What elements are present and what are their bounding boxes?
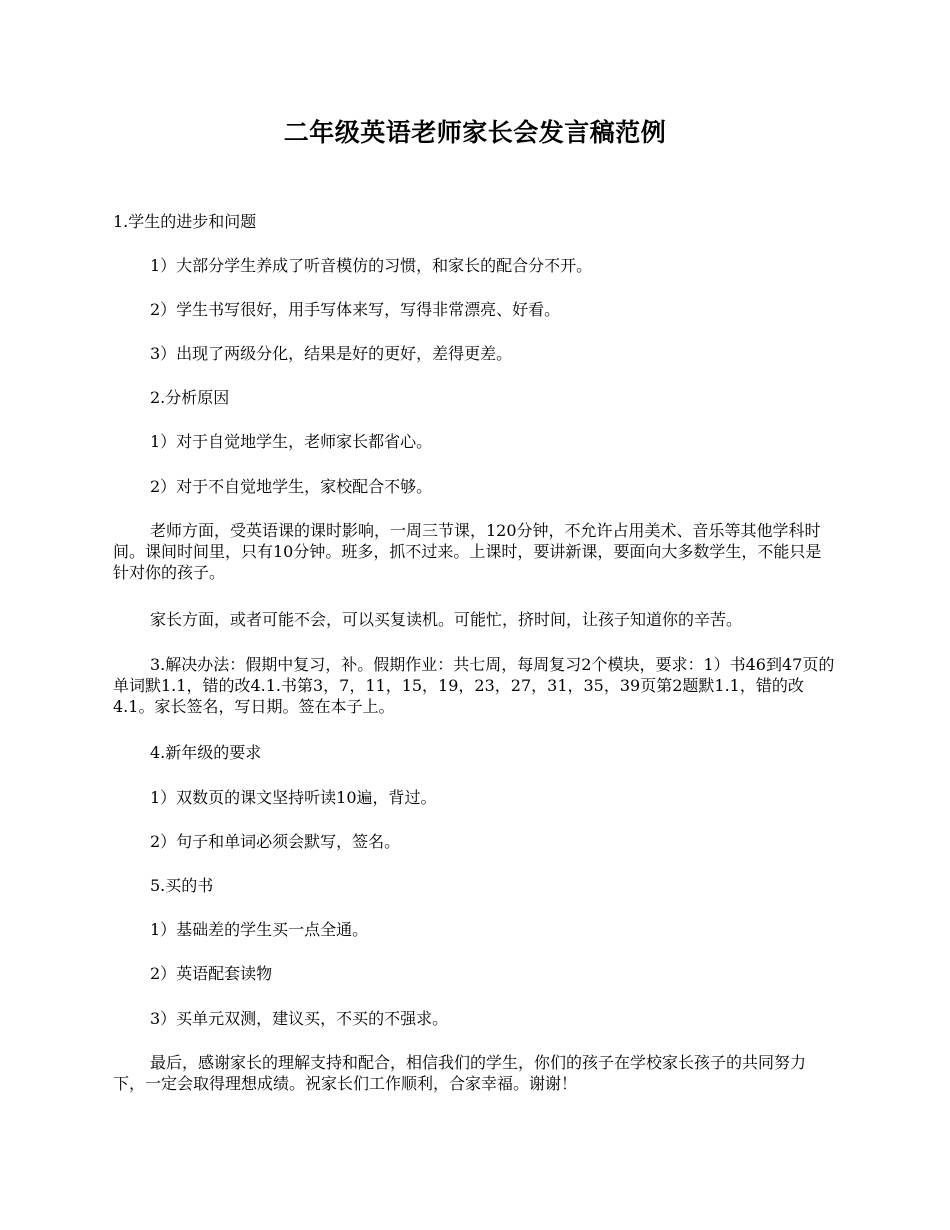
section-heading-progress: 1.学生的进步和问题 <box>113 212 257 231</box>
list-item: 3）出现了两级分化，结果是好的更好，差得更差。 <box>150 344 513 363</box>
body-paragraph-teacher: 老师方面，受英语课的课时影响，一周三节课，120分钟，不允许占用美术、音乐等其他学科时间。课间时间里，只有10分钟。班多，抓不过来。上课时，要讲新课，要面向大多数学生，不能只是针对你的孩子。 <box>113 521 822 582</box>
section-heading-new-grade: 4.新年级的要求 <box>150 743 262 762</box>
section-heading-books: 5.买的书 <box>150 876 214 895</box>
list-item: 1）双数页的课文坚持听读10遍，背过。 <box>150 788 437 807</box>
section-heading-analysis: 2.分析原因 <box>150 388 230 407</box>
list-item: 2）句子和单词必须会默写，签名。 <box>150 832 401 851</box>
list-item: 1）基础差的学生买一点全通。 <box>150 920 369 939</box>
list-item: 2）对于不自觉地学生，家校配合不够。 <box>150 477 433 496</box>
body-paragraph-solution: 3.解决办法：假期中复习，补。假期作业：共七周，每周复习2个模块，要求：1）书46到47页的单词默1.1，错的改4.1.书第3，7，11，15，19，23，27，31，35，39页第2题默1.1，错的改4.1。家长签名，写日期。签在本子上。 <box>113 655 835 716</box>
list-item: 3）买单元双测，建议买，不买的不强求。 <box>150 1009 449 1028</box>
list-item: 2）英语配套读物 <box>150 964 273 983</box>
document-title: 二年级英语老师家长会发言稿范例 <box>283 118 667 147</box>
list-item: 1）对于自觉地学生，老师家长都省心。 <box>150 432 433 451</box>
list-item: 1）大部分学生养成了听音模仿的习惯，和家长的配合分不开。 <box>150 256 593 275</box>
body-paragraph-parents: 家长方面，或者可能不会，可以买复读机。可能忙，挤时间，让孩子知道你的辛苦。 <box>150 610 743 629</box>
list-item: 2）学生书写很好，用手写体来写，写得非常漂亮、好看。 <box>150 300 561 319</box>
body-paragraph-closing: 最后，感谢家长的理解支持和配合，相信我们的学生，你们的孩子在学校家长孩子的共同努力下，一定会取得理想成绩。祝家长们工作顺利，合家幸福。谢谢！ <box>113 1053 807 1093</box>
